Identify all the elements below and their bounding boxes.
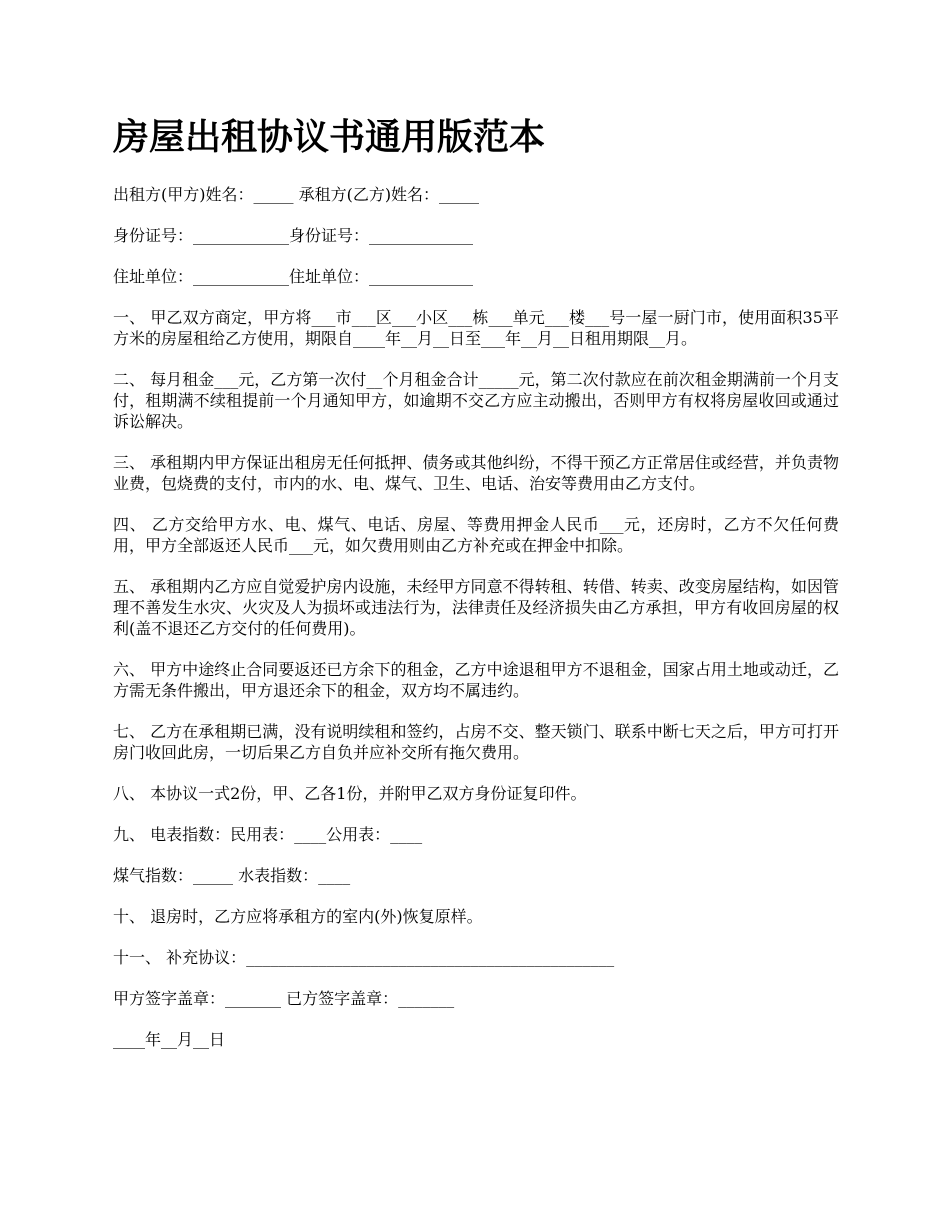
clause-1: 一、 甲乙双方商定，甲方将___市___区___小区___栋___单元___楼___号一屋一厨门市，使用面积35平方米的房屋租给乙方使用，期限自____年__月__日至___年__月__日租用期限__月。: [113, 308, 839, 348]
signature-line: 甲方签字盖章：_______ 已方签字盖章：_______: [113, 989, 455, 1008]
clause-3: 三、 承租期内甲方保证出租房无任何抵押、债务或其他纠纷，不得干预乙方正常居住或经营，并负责物业费，包烧费的支付，市内的水、电、煤气、卫生、电话、治安等费用由乙方支付。: [113, 453, 839, 493]
date-line: ____年__月__日: [113, 1030, 226, 1049]
clause-5: 五、 承租期内乙方应自觉爱护房内设施，未经甲方同意不得转租、转借、转卖、改变房屋结构，如因管理不善发生水灾、火灾及人为损坏或违法行为，法律责任及经济损失由乙方承担，甲方有收回房屋的权利(盖不退还乙方交付的任何费用)。: [113, 577, 839, 638]
gas-water-readings: 煤气指数：_____ 水表指数：____: [113, 866, 351, 885]
id-number-line: 身份证号：____________身份证号：_____________: [113, 226, 474, 245]
document-title: 房屋出租协议书通用版范本: [113, 116, 546, 158]
clause-6: 六、 甲方中途终止合同要返还已方余下的租金，乙方中途退租甲方不退租金，国家占用土地或动迁，乙方需无条件搬出，甲方退还余下的租金，双方均不属违约。: [113, 660, 839, 700]
clause-4: 四、 乙方交给甲方水、电、煤气、电话、房屋、等费用押金人民币___元，还房时，乙方不欠任何费用，甲方全部返还人民币___元，如欠费用则由乙方补充或在押金中扣除。: [113, 515, 839, 555]
address-line: 住址单位：____________住址单位：_____________: [113, 267, 474, 286]
party-names-line: 出租方(甲方)姓名：_____ 承租方(乙方)姓名：_____: [113, 185, 480, 204]
clause-9-meter-readings: 九、 电表指数：民用表：____公用表：____: [113, 825, 423, 844]
clause-10: 十、 退房时，乙方应将承租方的室内(外)恢复原样。: [113, 907, 483, 926]
clause-7: 七、 乙方在承租期已满，没有说明续租和签约，占房不交、整天锁门、联系中断七天之后，甲方可打开房门收回此房，一切后果乙方自负并应补交所有拖欠费用。: [113, 722, 839, 762]
clause-8: 八、 本协议一式2份，甲、乙各1份，并附甲乙双方身份证复印件。: [113, 784, 587, 803]
clause-11-supplement: 十一、 补充协议：______________________________________________: [113, 948, 615, 967]
clause-2: 二、 每月租金___元，乙方第一次付__个月租金合计_____元，第二次付款应在前次租金期满前一个月支付，租期满不续租提前一个月通知甲方，如逾期不交乙方应主动搬出，否则甲方有权将房屋收回或通过诉讼解决。: [113, 370, 839, 431]
document-page: [113, 112, 839, 1070]
